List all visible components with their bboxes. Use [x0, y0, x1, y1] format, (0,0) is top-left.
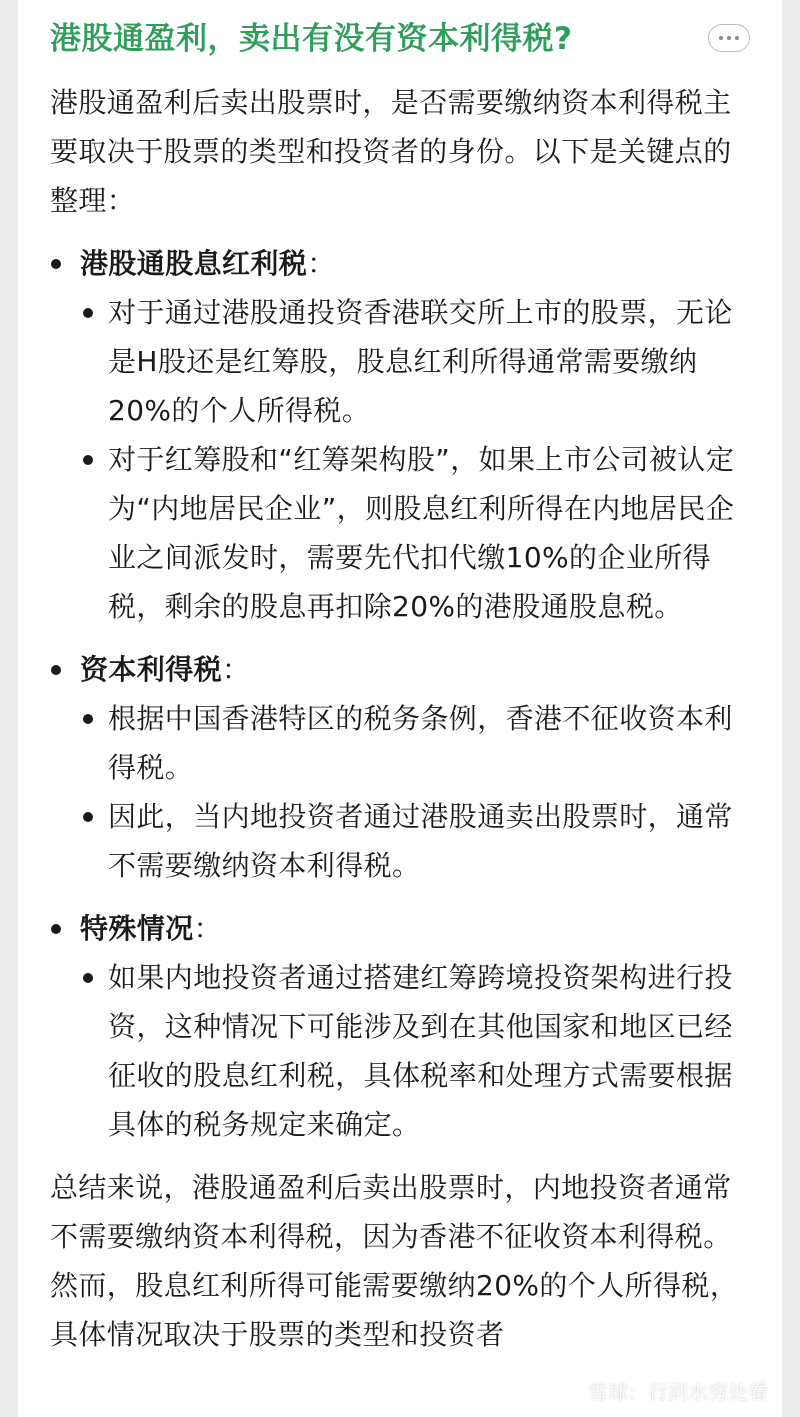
section-title: 港股通股息红利税 — [80, 247, 308, 280]
sub-list — [80, 288, 750, 631]
snowball-logo-icon — [562, 1380, 584, 1404]
key-points-list — [50, 239, 750, 1149]
summary-paragraph: 总结来说，港股通盈利后卖出股票时，内地投资者通常不需要缴纳资本利得税，因为香港不征收资本利得税。然而，股息红利所得可能需要缴纳20%的个人所得税，具体情况取决于股票的类型和投资者 — [50, 1171, 739, 1351]
header — [50, 16, 750, 62]
more-button[interactable] — [708, 24, 750, 52]
watermark-text: 雪球：行到水穷处看 — [588, 1380, 768, 1404]
section-colon: ： — [193, 912, 223, 945]
answer-card — [18, 0, 782, 1417]
sub-list — [80, 694, 750, 890]
section-special-cases — [50, 904, 750, 1149]
section-colon: ： — [222, 653, 251, 686]
list-item: 对于红筹股和“红筹架构股”，如果上市公司被认定为“内地居民企业”，则股息红利所得在内地居民企业之间派发时，需要先代扣代缴10%的企业所得税，剩余的股息再扣除20%的港股通股息税。 — [80, 435, 750, 631]
list-item: 根据中国香港特区的税务条例，香港不征收资本利得税。 — [80, 694, 750, 792]
intro-paragraph: 港股通盈利后卖出股票时，是否需要缴纳资本利得税主要取决于股票的类型和投资者的身份。以下是关键点的整理： — [50, 86, 732, 217]
answer-content — [50, 78, 750, 1359]
section-capital-gains-tax — [50, 645, 750, 890]
watermark — [562, 1376, 768, 1405]
sub-list — [80, 953, 750, 1149]
section-title: 资本利得税 — [80, 653, 223, 686]
list-item: 对于通过港股通投资香港联交所上市的股票，无论是H股还是红筹股，股息红利所得通常需要缴纳20%的个人所得税。 — [80, 288, 750, 435]
section-colon: ： — [307, 247, 336, 280]
section-title: 特殊情况 — [80, 912, 194, 945]
section-dividend-tax — [50, 239, 750, 631]
list-item: 如果内地投资者通过搭建红筹跨境投资架构进行投资，这种情况下可能涉及到在其他国家和地区已经征收的股息红利税，具体税率和处理方式需要根据具体的税务规定来确定。 — [80, 953, 750, 1149]
list-item: 因此，当内地投资者通过港股通卖出股票时，通常不需要缴纳资本利得税。 — [80, 792, 750, 890]
more-horizontal-icon — [719, 36, 739, 40]
page-title: 港股通盈利，卖出有没有资本利得税? — [50, 21, 573, 57]
